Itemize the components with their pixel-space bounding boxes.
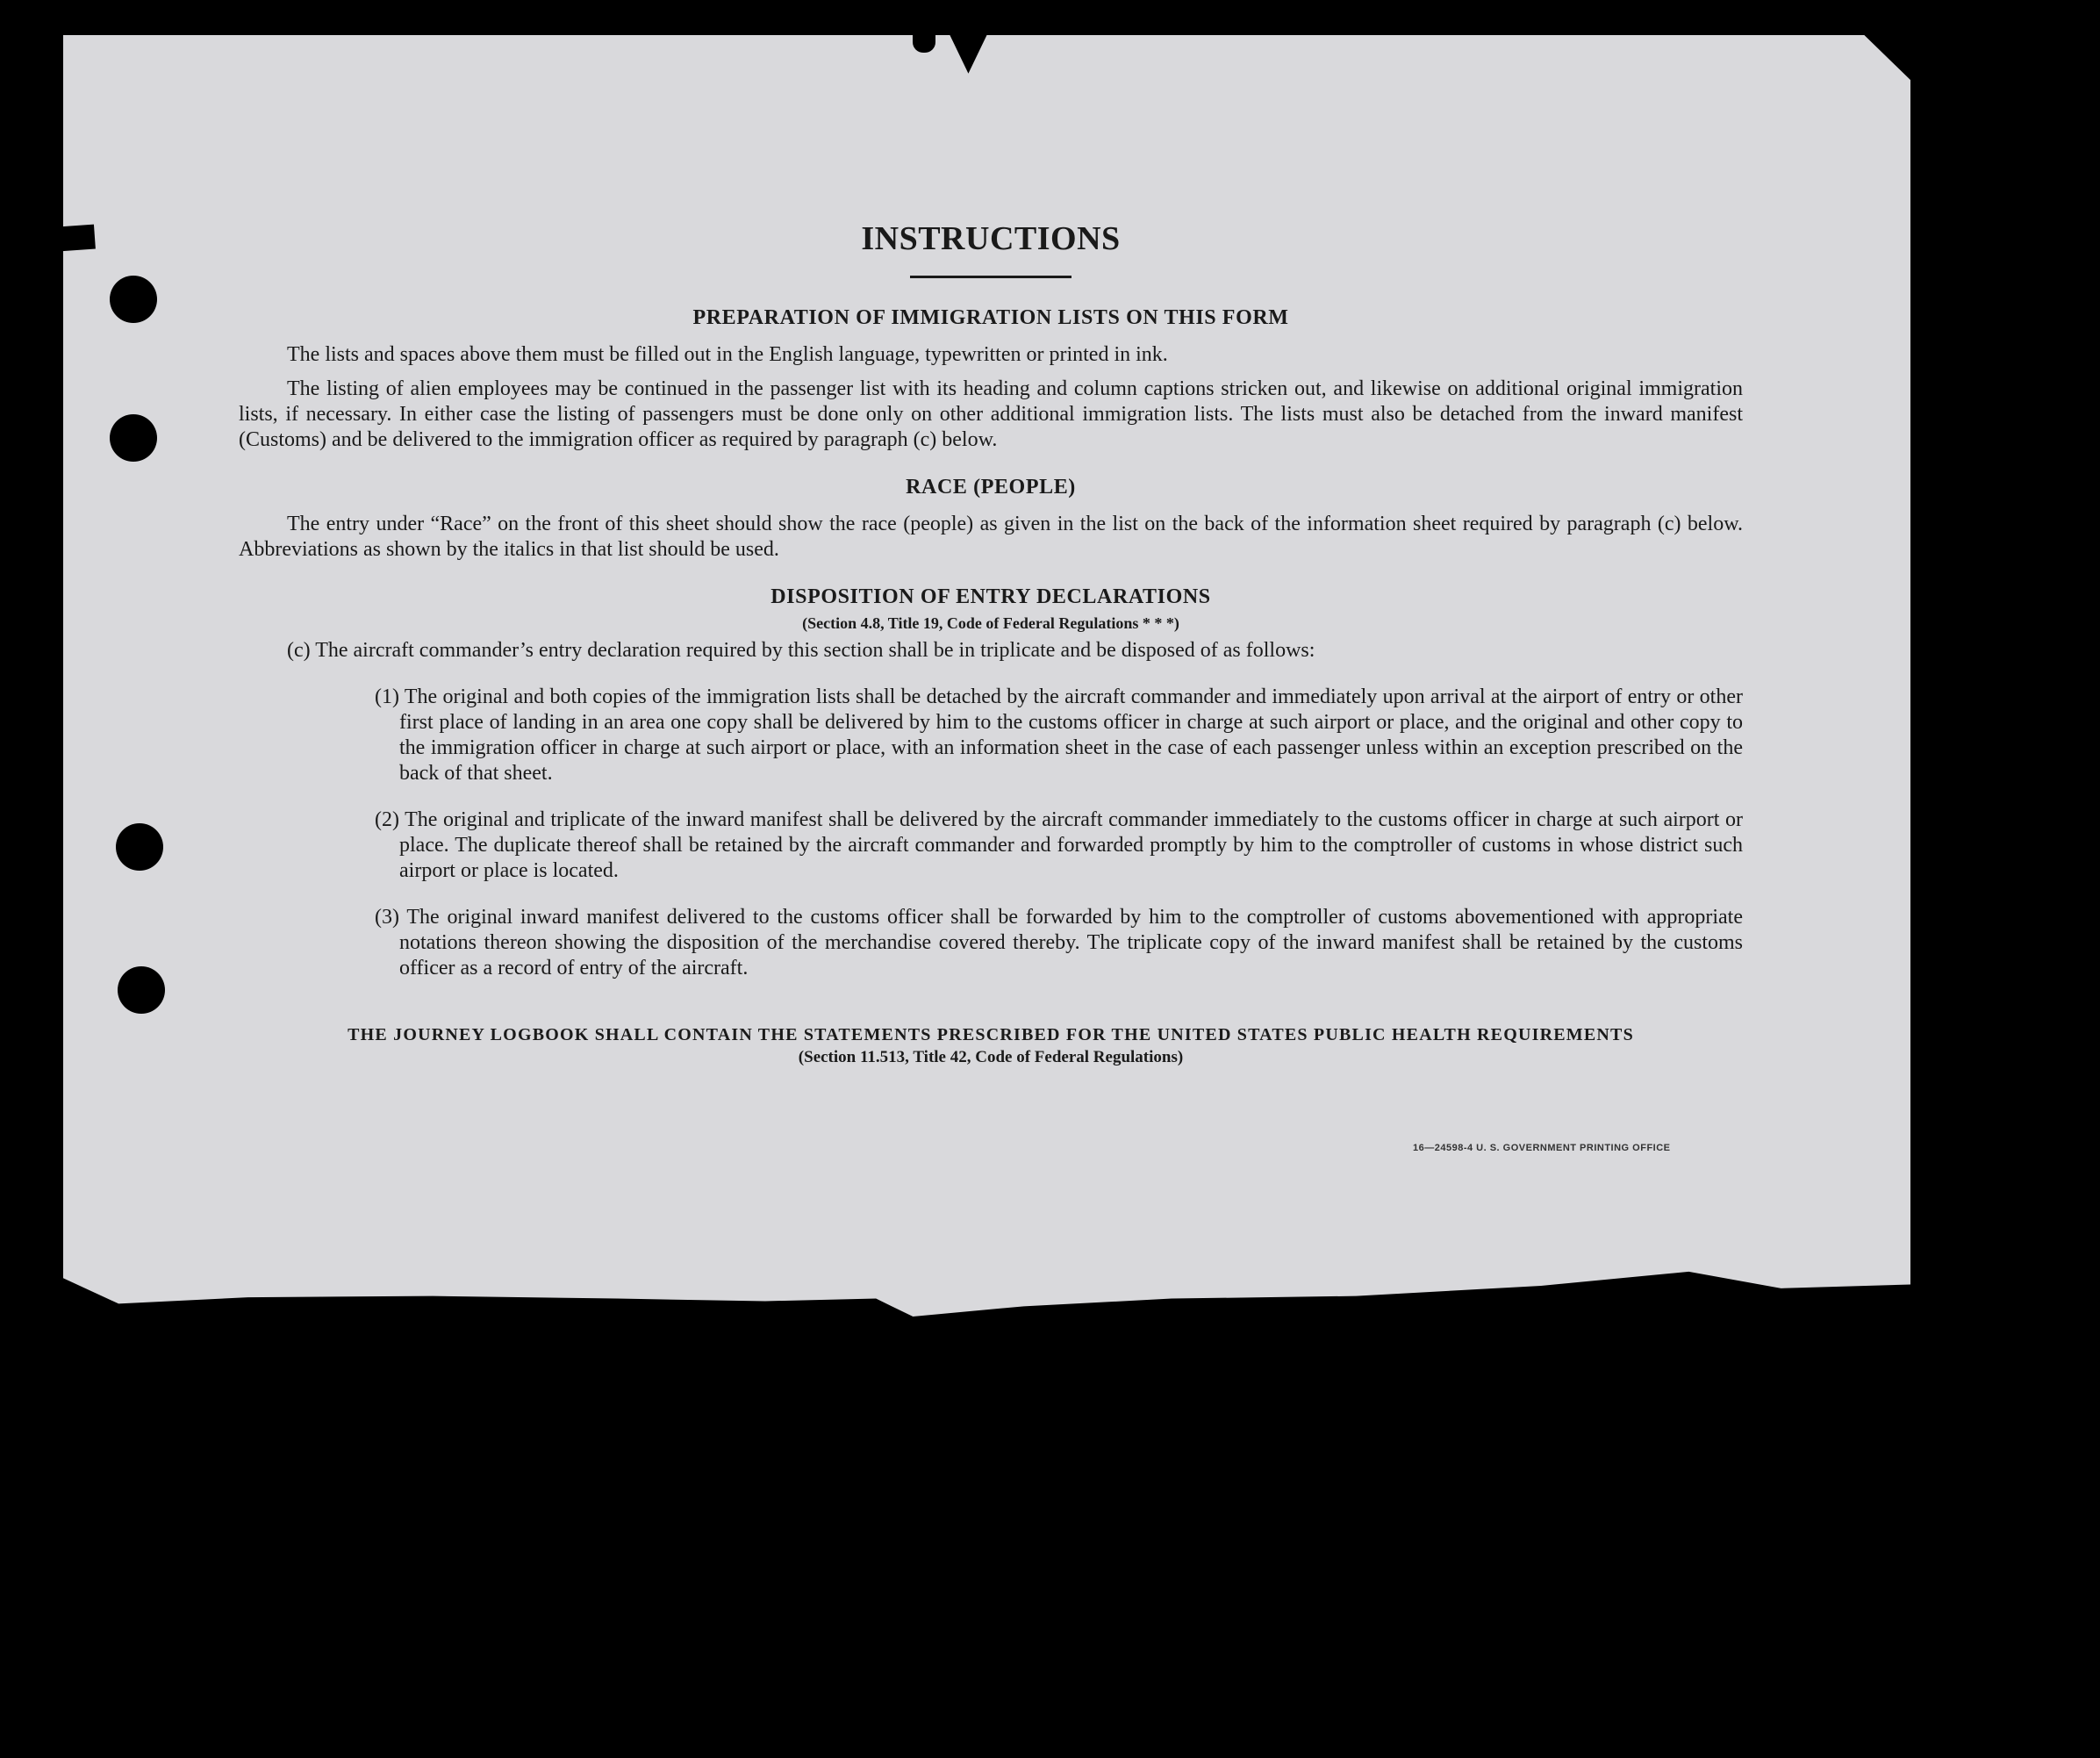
preparation-paragraph-2: The listing of alien employees may be continued in the passenger list with its heading and column captions stricken out, and likewise on additional original immigration lists, if necessary. In either case the listing of passengers must be done only on other additional immigration lists. The lists must also be detached from the inward manifest (Customs) and be delivered to the immigration officer as required by paragraph (c) below. <box>239 377 1743 451</box>
preparation-section <box>239 306 1743 453</box>
list-item-text: The original inward manifest delivered to the customs officer shall be forwarded by him to the comptroller of customs abovementioned with appropriate notations thereon showing the disposition of the merchandise covered thereby. The triplicate copy of the inward manifest shall be retained by the customs officer as a record of entry of the aircraft. <box>399 906 1743 979</box>
printer-mark: 16—24598-4 U. S. GOVERNMENT PRINTING OFFICE <box>1413 1143 1671 1153</box>
paper-tear <box>913 33 935 53</box>
title-rule <box>910 276 1072 278</box>
race-section <box>239 476 1743 563</box>
list-item <box>239 685 1743 786</box>
preparation-heading: PREPARATION OF IMMIGRATION LISTS ON THIS FORM <box>692 306 1289 329</box>
disposition-intro-label: (c) <box>287 639 311 662</box>
list-item <box>239 807 1743 884</box>
disposition-intro <box>239 638 1743 664</box>
disposition-heading: DISPOSITION OF ENTRY DECLARATIONS <box>770 585 1211 608</box>
disposition-citation: (Section 4.8, Title 19, Code of Federal Regulations * * *) <box>802 614 1179 632</box>
preparation-paragraph-1: The lists and spaces above them must be filled out in the English language, typewritten or printed in ink. <box>287 343 1168 366</box>
punch-hole <box>110 276 157 323</box>
list-item-number: (3) <box>375 906 399 929</box>
disposition-section <box>239 585 1743 981</box>
paper-tear <box>32 225 96 254</box>
race-heading: RACE (PEOPLE) <box>906 476 1076 499</box>
punch-hole <box>116 823 163 871</box>
list-item-number: (1) <box>375 685 399 708</box>
instructions-content <box>239 219 1743 1067</box>
page-title: INSTRUCTIONS <box>861 220 1121 257</box>
logbook-statement: THE JOURNEY LOGBOOK SHALL CONTAIN THE STATEMENTS PRESCRIBED FOR THE UNITED STATES PUBLIC HEALTH REQUIREMENTS <box>348 1025 1634 1044</box>
race-paragraph: The entry under “Race” on the front of this sheet should show the race (people) as given in the list on the back of the information sheet required by paragraph (c) below. Abbreviations as shown by the italics in that list should be used. <box>239 513 1743 561</box>
disposition-intro-text: The aircraft commander’s entry declaration required by this section shall be in triplicate and be disposed of as follows: <box>315 639 1315 662</box>
list-item-text: The original and both copies of the immigration lists shall be detached by the aircraft commander and immediately upon arrival at the airport of entry or other first place of landing in an area one copy shall be delivered by him to the customs officer in charge at such airport or place, and the original and other copy to the immigration officer in charge at such airport or place, with an information sheet in the case of each passenger unless within an exception prescribed on the back of that sheet. <box>399 685 1743 785</box>
punch-hole <box>118 966 165 1014</box>
list-item <box>239 905 1743 981</box>
list-item-text: The original and triplicate of the inward manifest shall be delivered by the aircraft commander immediately to the customs officer in charge at such airport or place. The duplicate thereof shall be retained by the aircraft commander and forwarded promptly by him to the comptroller of customs in whose district such airport or place is located. <box>399 808 1743 882</box>
logbook-citation: (Section 11.513, Title 42, Code of Federal Regulations) <box>798 1048 1184 1066</box>
punch-hole <box>110 414 157 462</box>
list-item-number: (2) <box>375 808 399 831</box>
